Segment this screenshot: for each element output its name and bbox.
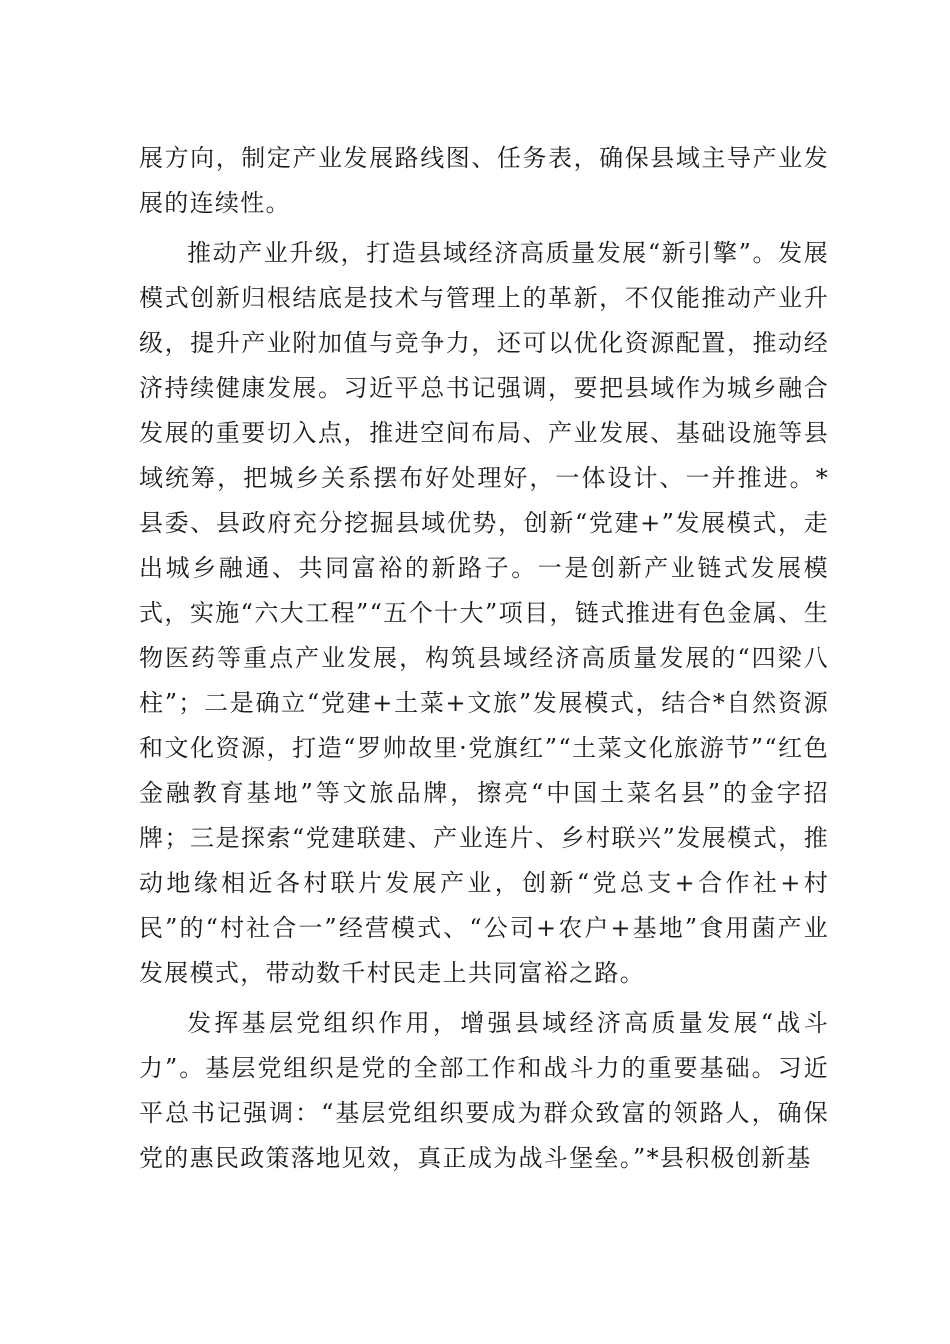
paragraph-party-organization: 发挥基层党组织作用，增强县域经济高质量发展“战斗力”。基层党组织是党的全部工作和战斗力的重要基础。习近平总书记强调：“基层党组织要成为群众致富的领路人，确保党的惠民政策落地见效，真正成为战斗堡垒。”*县积极创新基 [139, 1009, 829, 1172]
document-body [139, 136, 829, 1186]
paragraph-industry-upgrade: 推动产业升级，打造县域经济高质量发展“新引擎”。发展模式创新归根结底是技术与管理上的革新，不仅能推动产业升级，提升产业附加值与竞争力，还可以优化资源配置，推动经济持续健康发展。习近平总书记强调，要把县域作为城乡融合发展的重要切入点，推进空间布局、产业发展、基础设施等县域统筹，把城乡关系摆布好处理好，一体设计、一并推进。*县委、县政府充分挖掘县域优势，创新“党建+”发展模式，走出城乡融通、共同富裕的新路子。一是创新产业链式发展模式，实施“六大工程”“五个十大”项目，链式推进有色金属、生物医药等重点产业发展，构筑县域经济高质量发展的“四梁八柱”；二是确立“党建+土菜+文旅”发展模式，结合*自然资源和文化资源，打造“罗帅故里·党旗红”“土菜文化旅游节”“红色金融教育基地”等文旅品牌，擦亮“中国土菜名县”的金字招牌；三是探索“党建联建、产业连片、乡村联兴”发展模式，推动地缘相近各村联片发展产业，创新“党总支+合作社+村民”的“村社合一”经营模式、“公司+农户+基地”食用菌产业发展模式，带动数千村民走上共同富裕之路。 [139, 239, 829, 987]
paragraph-continuation: 展方向，制定产业发展路线图、任务表，确保县域主导产业发展的连续性。 [139, 144, 829, 217]
